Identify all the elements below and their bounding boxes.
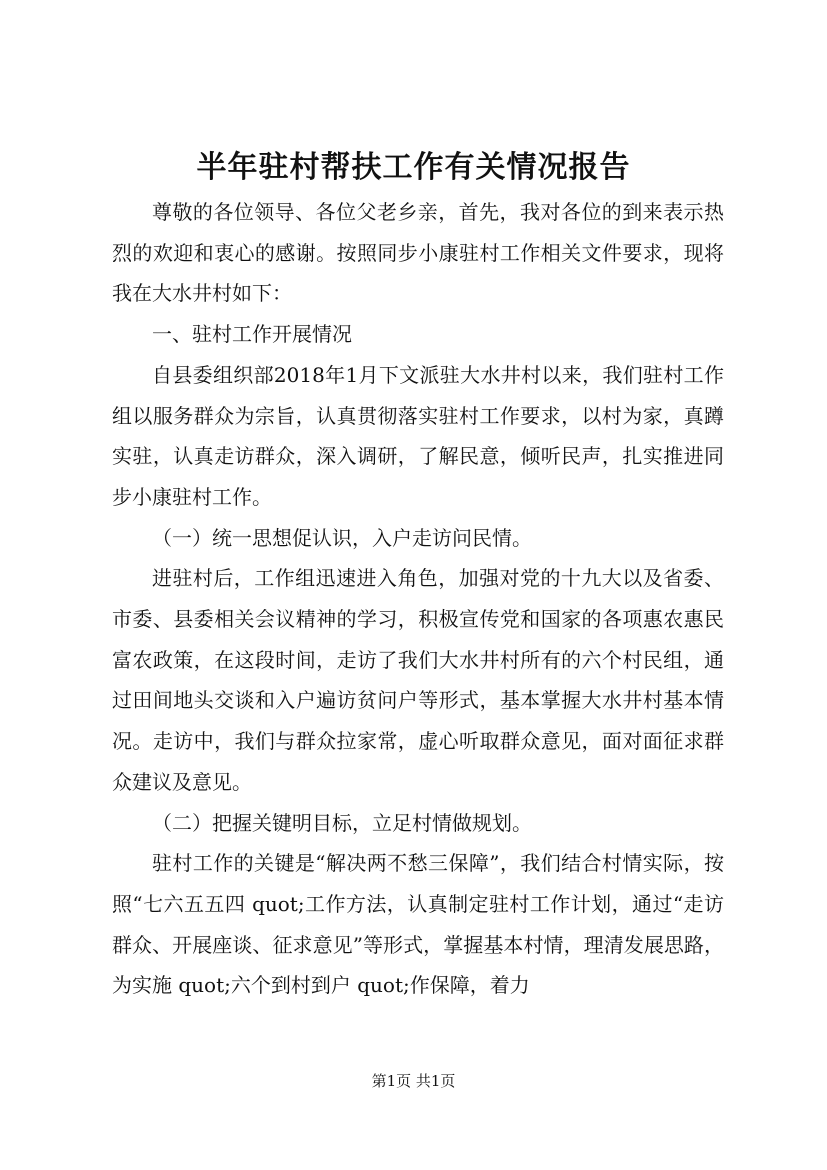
subsection-heading-1: （一）统一思想促认识，入户走访问民情。 (152, 525, 532, 550)
document-title: 半年驻村帮扶工作有关情况报告 (196, 150, 631, 185)
paragraph-visits: 进驻村后，工作组迅速进入角色，加强对党的十九大以及省委、市委、县委相关会议精神的学习，积极宣传党和国家的各项惠农惠民富农政策，在这段时间，走访了我们大水井村所有的六个村民组，通过田间地头交谈和入户遍访贫问户等形式，基本掌握大水井村基本情况。走访中，我们与群众拉家常，虚心听取群众意见，面对面征求群众建议及意见。 (112, 566, 724, 794)
paragraph-intro: 自县委组织部2018年1月下文派驻大水井村以来，我们驻村工作组以服务群众为宗旨，认真贯彻落实驻村工作要求，以村为家，真蹲实驻，认真走访群众，深入调研，了解民意，倾听民声，扎实推进同步小康驻村工作。 (112, 362, 724, 509)
subsection-heading-2: （二）把握关键明目标，立足村情做规划。 (152, 810, 532, 835)
document-body (112, 192, 724, 1006)
paragraph-planning: 驻村工作的关键是“解决两不愁三保障”，我们结合村情实际，按照“七六五五四 quot;工作方法，认真制定驻村工作计划，通过“走访群众、开展座谈、征求意见”等形式，掌握基本村情，理清发展思路，为实施 quot;六个到村到户 quot;作保障，着力 (112, 851, 724, 998)
section-heading-1: 一、驻村工作开展情况 (152, 322, 352, 347)
paragraph-greeting: 尊敬的各位领导、各位父老乡亲，首先，我对各位的到来表示热烈的欢迎和衷心的感谢。按照同步小康驻村工作相关文件要求，现将我在大水井村如下： (112, 200, 724, 306)
page-footer: 第1页 共1页 (371, 1072, 456, 1090)
